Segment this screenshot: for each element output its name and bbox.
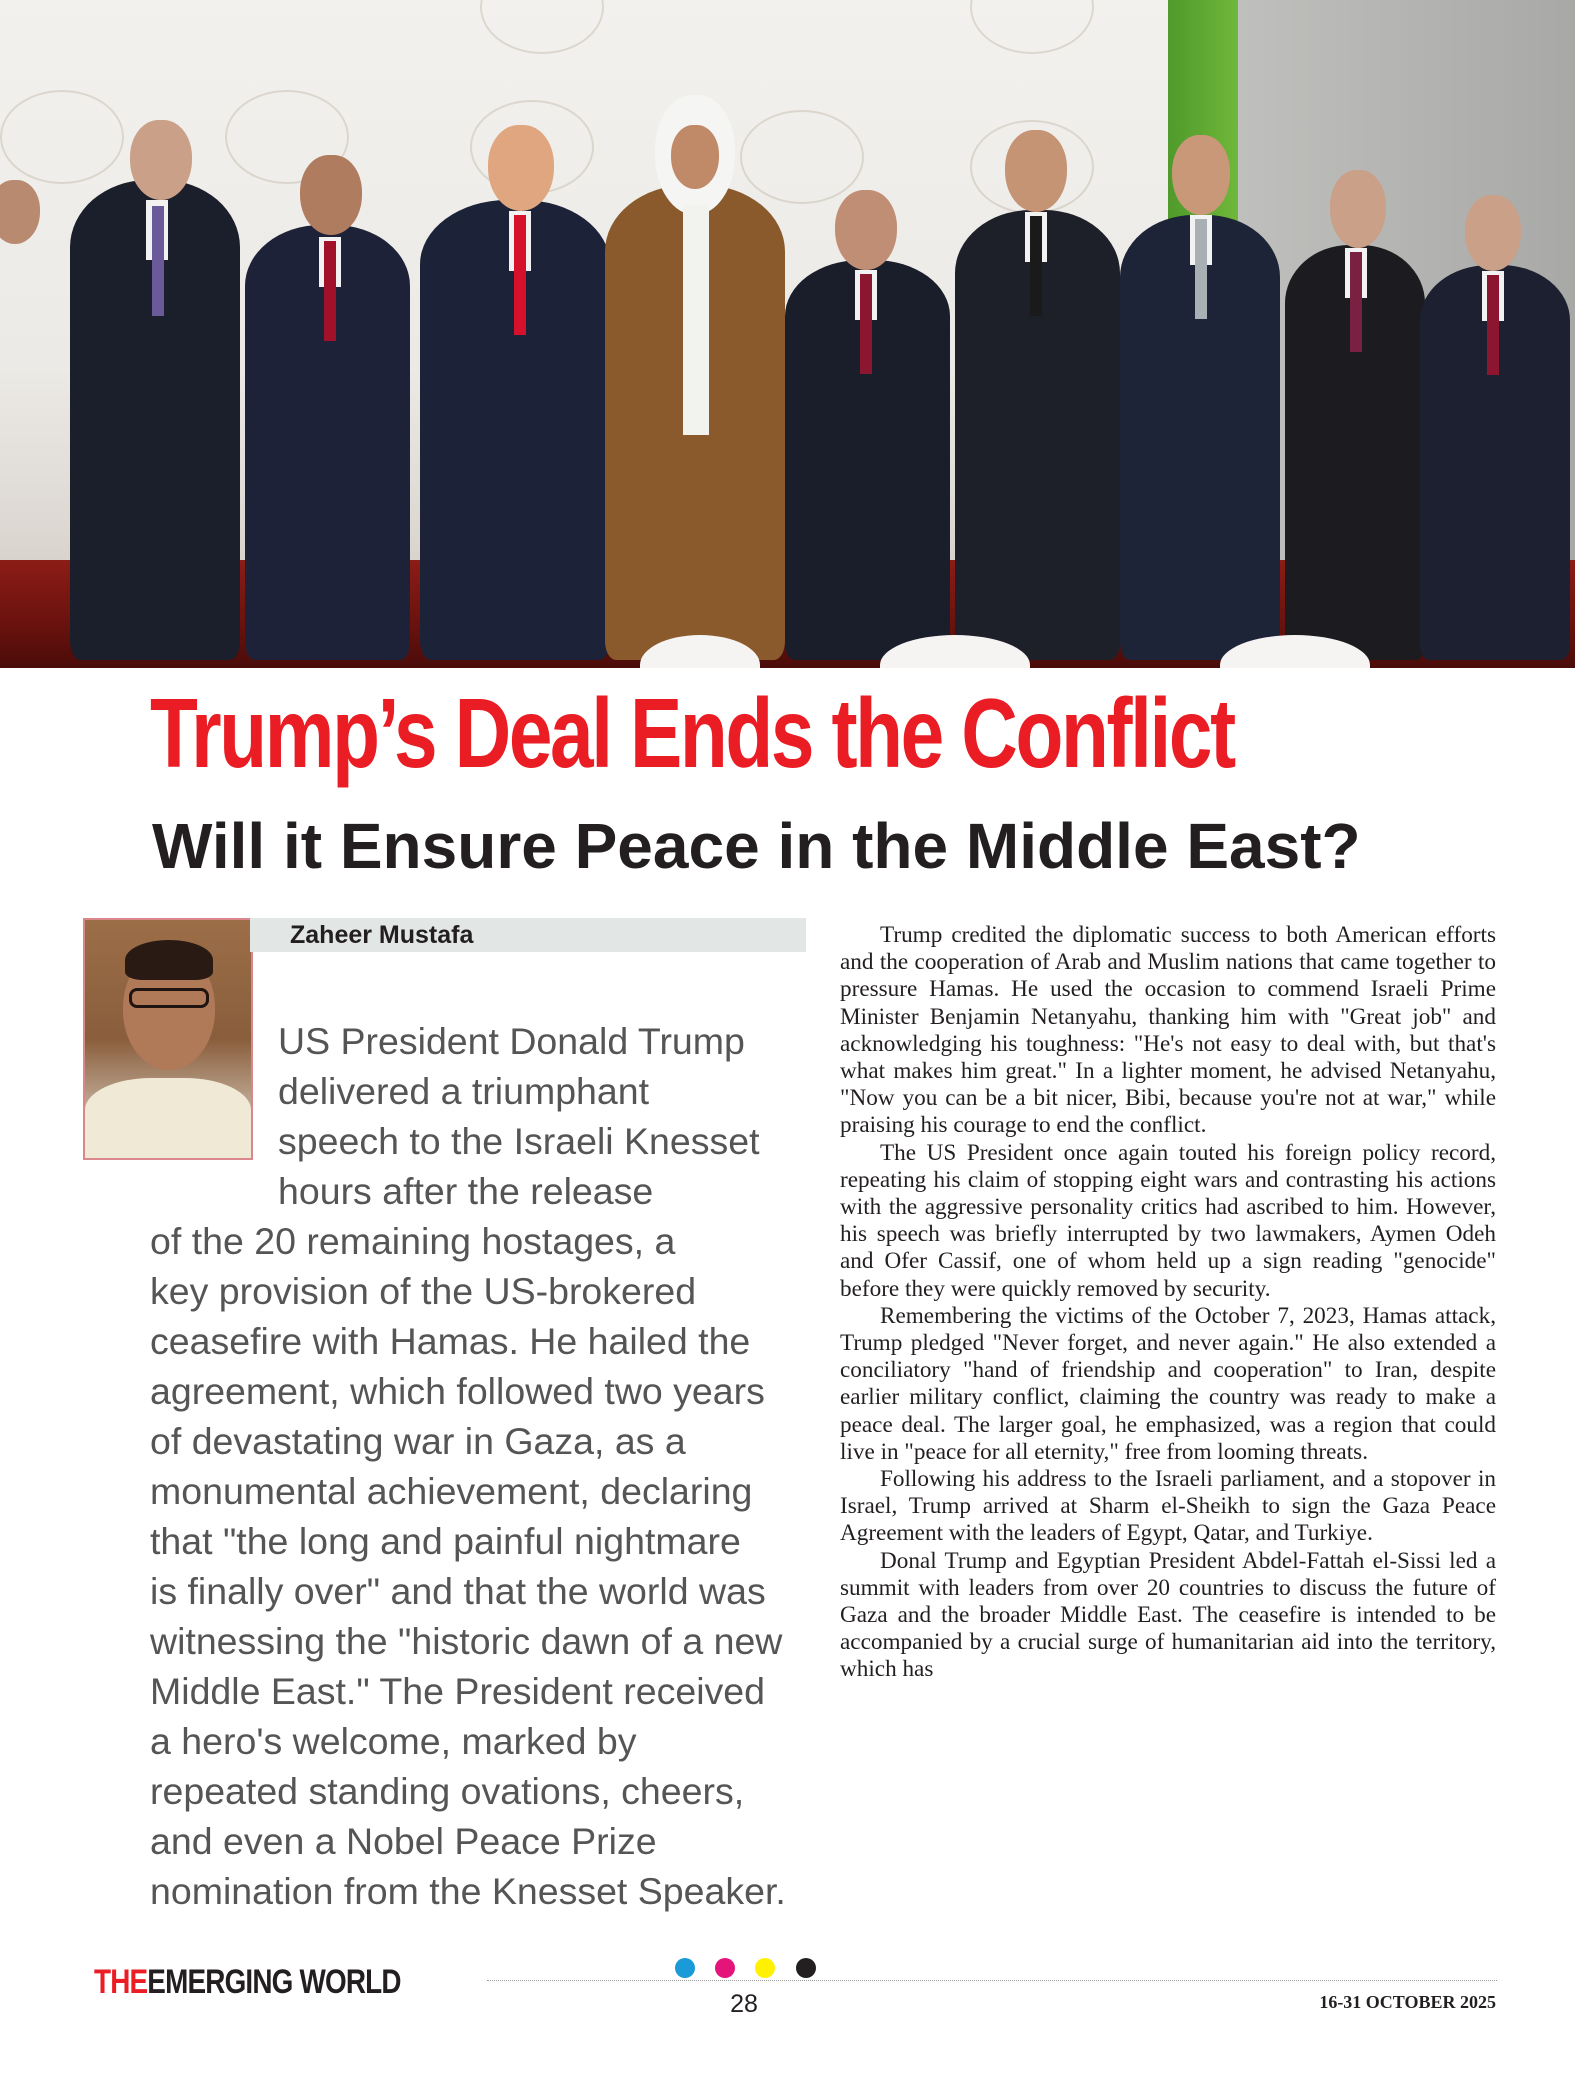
body-paragraph: Trump credited the diplomatic success to both American efforts and the cooperation of Arab and Muslim nations that came together to pressure Hamas. He used the occasion to commend Israeli Prime Minister Benjamin Netanyahu, thanking him with "Great job" and acknowledging his toughness: "He's not easy to deal with, but that's what makes him great." In a lighter moment, he advised Netanyahu, "Now you can be a bit nicer, Bibi, because you're not at war," while praising his courage to end the conflict. [840,922,1496,1139]
photo-person [245,155,410,660]
intro-line: delivered a triumphant [278,1070,650,1112]
registration-dot-black [796,1958,816,1978]
photo-person [70,120,240,660]
photo-person [0,190,78,660]
intro-line: is finally over" and that the world was [150,1570,766,1612]
photo-person [605,95,785,660]
footer-rule [487,1980,1497,1981]
intro-line: and even a Nobel Peace Prize [150,1820,657,1862]
photo-person [785,190,950,660]
intro-line: Middle East." The President received [150,1670,766,1712]
summit-emblem [970,0,1094,54]
registration-dot-cyan [675,1958,695,1978]
intro-line: monumental achievement, declaring [150,1470,753,1512]
intro-line: speech to the Israeli Knesset [278,1120,760,1162]
summit-emblem [480,0,604,54]
body-paragraph: Following his address to the Israeli parliament, and a stopover in Israel, Trump arrived at Sharm el-Sheikh to sign the Gaza Peace Agreement with the leaders of Egypt, Qatar, and Turkiye. [840,1466,1496,1547]
logo-name: EMERGING WORLD [147,1963,401,2001]
intro-line: of devastating war in Gaza, as a [150,1420,686,1462]
page-number: 28 [730,1990,758,2018]
magazine-logo [94,1962,401,2002]
registration-dot-magenta [715,1958,735,1978]
photo-person [1285,170,1425,660]
photo-person [420,125,610,660]
intro-line: witnessing the "historic dawn of a new [150,1620,783,1662]
intro-line: repeated standing ovations, cheers, [150,1770,745,1812]
intro-line: hours after the release [278,1170,654,1212]
article-subheadline: Will it Ensure Peace in the Middle East? [152,810,1361,882]
article-intro [150,1016,810,1916]
intro-line: key provision of the US-brokered [150,1270,697,1312]
glasses-icon [129,988,209,1008]
registration-dot-yellow [755,1958,775,1978]
article-headline: Trump’s Deal Ends the Conflict [150,678,1234,788]
intro-line: that "the long and painful nightmare [150,1520,741,1562]
intro-line: agreement, which followed two years [150,1370,765,1412]
intro-line: ceasefire with Hamas. He hailed the [150,1320,751,1362]
body-paragraph: The US President once again touted his foreign policy record, repeating his claim of stopping eight wars and contrasting his actions with the aggressive personality critics had ascribed to him. However, his speech was briefly interrupted by two lawmakers, Aymen Odeh and Ofer Cassif, one of whom held up a sign reading "genocide" before they were quickly removed by security. [840,1139,1496,1302]
hero-photo [0,0,1575,668]
intro-line: of the 20 remaining hostages, a [150,1220,676,1262]
intro-line: nomination from the Knesset Speaker. [150,1870,786,1912]
photo-person [1120,135,1280,660]
body-paragraph: Donal Trump and Egyptian President Abdel-Fattah el-Sissi led a summit with leaders from over 20 countries to discuss the future of Gaza and the broader Middle East. The ceasefire is intended to be accompanied by a crucial surge of humanitarian aid into the territory, which has [840,1547,1496,1683]
issue-date: 16-31 OCTOBER 2025 [1319,1992,1496,2012]
photo-person [1420,195,1570,660]
intro-line: US President Donald Trump [278,1020,745,1062]
intro-line: a hero's welcome, marked by [150,1720,637,1762]
logo-the: THE [94,1963,148,2001]
author-byline: Zaheer Mustafa [290,921,474,949]
photo-person [955,130,1120,660]
body-paragraph: Remembering the victims of the October 7, 2023, Hamas attack, Trump pledged "Never forget, and never again." He also extended a conciliatory "hand of friendship and cooperation" to Iran, despite earlier military conflict, claiming the country was ready to make a peace deal. The larger goal, he emphasized, was a region that could live in "peace for all eternity," free from looming threats. [840,1302,1496,1465]
article-body [840,922,1496,1684]
